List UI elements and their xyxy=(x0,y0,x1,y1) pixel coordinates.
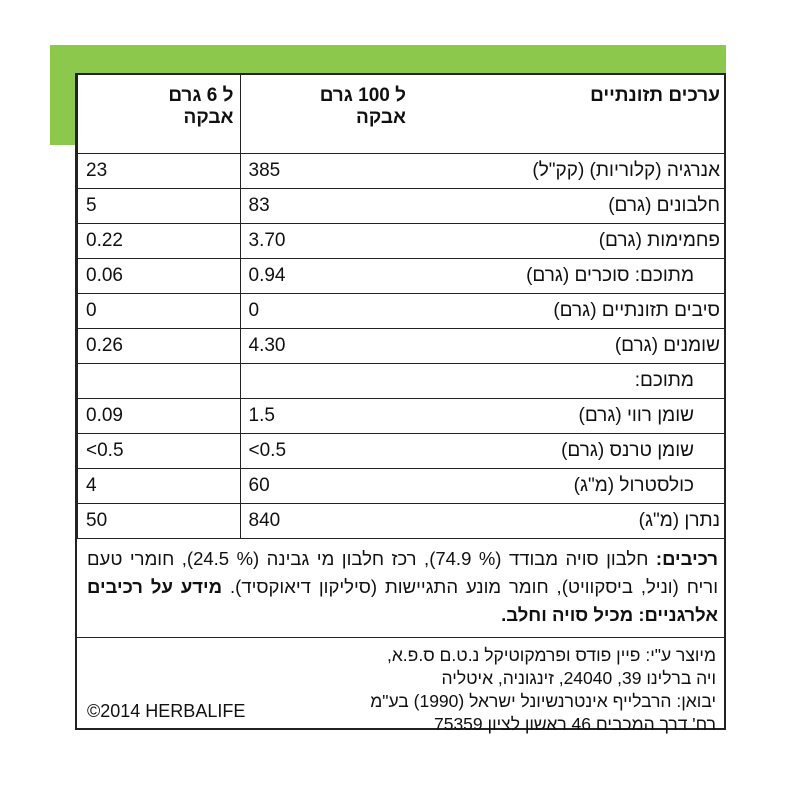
table-row xyxy=(78,504,725,539)
value-per-6g: 0.09 xyxy=(78,399,241,434)
table-row xyxy=(78,154,725,189)
value-per-6g: 0.5> xyxy=(78,434,241,469)
table-row xyxy=(78,469,725,504)
row-label: שומן רווי (גרם) xyxy=(412,399,724,434)
importer-line: יבואן: הרבלייף אינטרנשיונל ישראל (1990) בע"מ xyxy=(370,691,716,711)
table-row xyxy=(78,399,725,434)
table-row xyxy=(78,329,725,364)
nutrition-table xyxy=(77,75,724,539)
table-row xyxy=(78,364,725,399)
row-label: אנרגיה (קלוריות) (קק"ל) xyxy=(412,154,724,189)
row-label: שומנים (גרם) xyxy=(412,329,724,364)
value-per-6g: 0 xyxy=(78,294,241,329)
value-per-100g: 1.5 xyxy=(240,399,412,434)
per-6g-heading-line2: אבקה xyxy=(183,107,234,128)
copyright-notice: ©2014 HERBALIFE xyxy=(87,701,246,721)
value-per-6g: 0.26 xyxy=(78,329,241,364)
table-row xyxy=(78,189,725,224)
nutrition-label-panel xyxy=(75,73,726,734)
row-label: כולסטרול (מ"ג) xyxy=(412,469,724,504)
value-per-100g: 0 xyxy=(240,294,412,329)
value-per-100g: 83 xyxy=(240,189,412,224)
value-per-100g: 840 xyxy=(240,504,412,539)
row-label: מתוכם: סוכרים (גרם) xyxy=(412,259,724,294)
per-100g-heading-line2: אבקה xyxy=(355,107,406,128)
row-label: שומן טרנס (גרם) xyxy=(412,434,724,469)
per-100g-heading xyxy=(240,75,412,154)
per-6g-heading-line1: ל 6 גרם xyxy=(168,85,234,106)
ingredients-title: רכיבים: xyxy=(655,548,719,569)
row-label: נתרן (מ"ג) xyxy=(412,504,724,539)
table-row xyxy=(78,434,725,469)
table-row xyxy=(78,224,725,259)
value-per-6g: 5 xyxy=(78,189,241,224)
value-per-100g: 0.5> xyxy=(240,434,412,469)
ingredients-section xyxy=(77,539,724,638)
manufacturer-address-line: ויה ברלינו 39, 24040, זינגוניה, איטליה xyxy=(441,668,716,688)
nutrition-values-heading: ערכים תזונתיים xyxy=(412,75,724,154)
table-row xyxy=(78,294,725,329)
value-per-100g: 60 xyxy=(240,469,412,504)
row-label: חלבונים (גרם) xyxy=(412,189,724,224)
value-per-100g: 3.70 xyxy=(240,224,412,259)
importer-address-line: רח' דרך המכבים 46 ראשון לציון 75359 xyxy=(433,714,716,734)
value-per-6g: 4 xyxy=(78,469,241,504)
value-per-6g: 23 xyxy=(78,154,241,189)
value-per-100g: 0.94 xyxy=(240,259,412,294)
allergen-text: מכיל סויה וחלב. xyxy=(501,604,634,625)
value-per-100g: 385 xyxy=(240,154,412,189)
value-per-6g: 50 xyxy=(78,504,241,539)
per-100g-heading-line1: ל 100 גרם xyxy=(319,85,406,106)
allergen-title: מידע על רכיבים אלרגניים: xyxy=(87,576,718,625)
row-label: סיבים תזונתיים (גרם) xyxy=(412,294,724,329)
value-per-100g xyxy=(240,364,412,399)
manufacturer-line: מיוצר ע"י: פיין פודס ופרמקוטיקל נ.ט.ם ס.פ.א, xyxy=(386,645,716,665)
value-per-6g: 0.22 xyxy=(78,224,241,259)
value-per-6g: 0.06 xyxy=(78,259,241,294)
value-per-100g: 4.30 xyxy=(240,329,412,364)
row-label: מתוכם: xyxy=(412,364,724,399)
value-per-6g xyxy=(78,364,241,399)
row-label: פחמימות (גרם) xyxy=(412,224,724,259)
ingredients-text: חלבון סויה מבודד (% 74.9), רכז חלבון מי גבינה (% 24.5), חומרי טעם וריח (וניל, ביסקוויט), חומר מונע התגיישות (סיליקון דיאוקסיד). xyxy=(87,548,718,597)
table-header-row xyxy=(78,75,725,154)
per-6g-heading xyxy=(78,75,241,154)
table-row xyxy=(78,259,725,294)
